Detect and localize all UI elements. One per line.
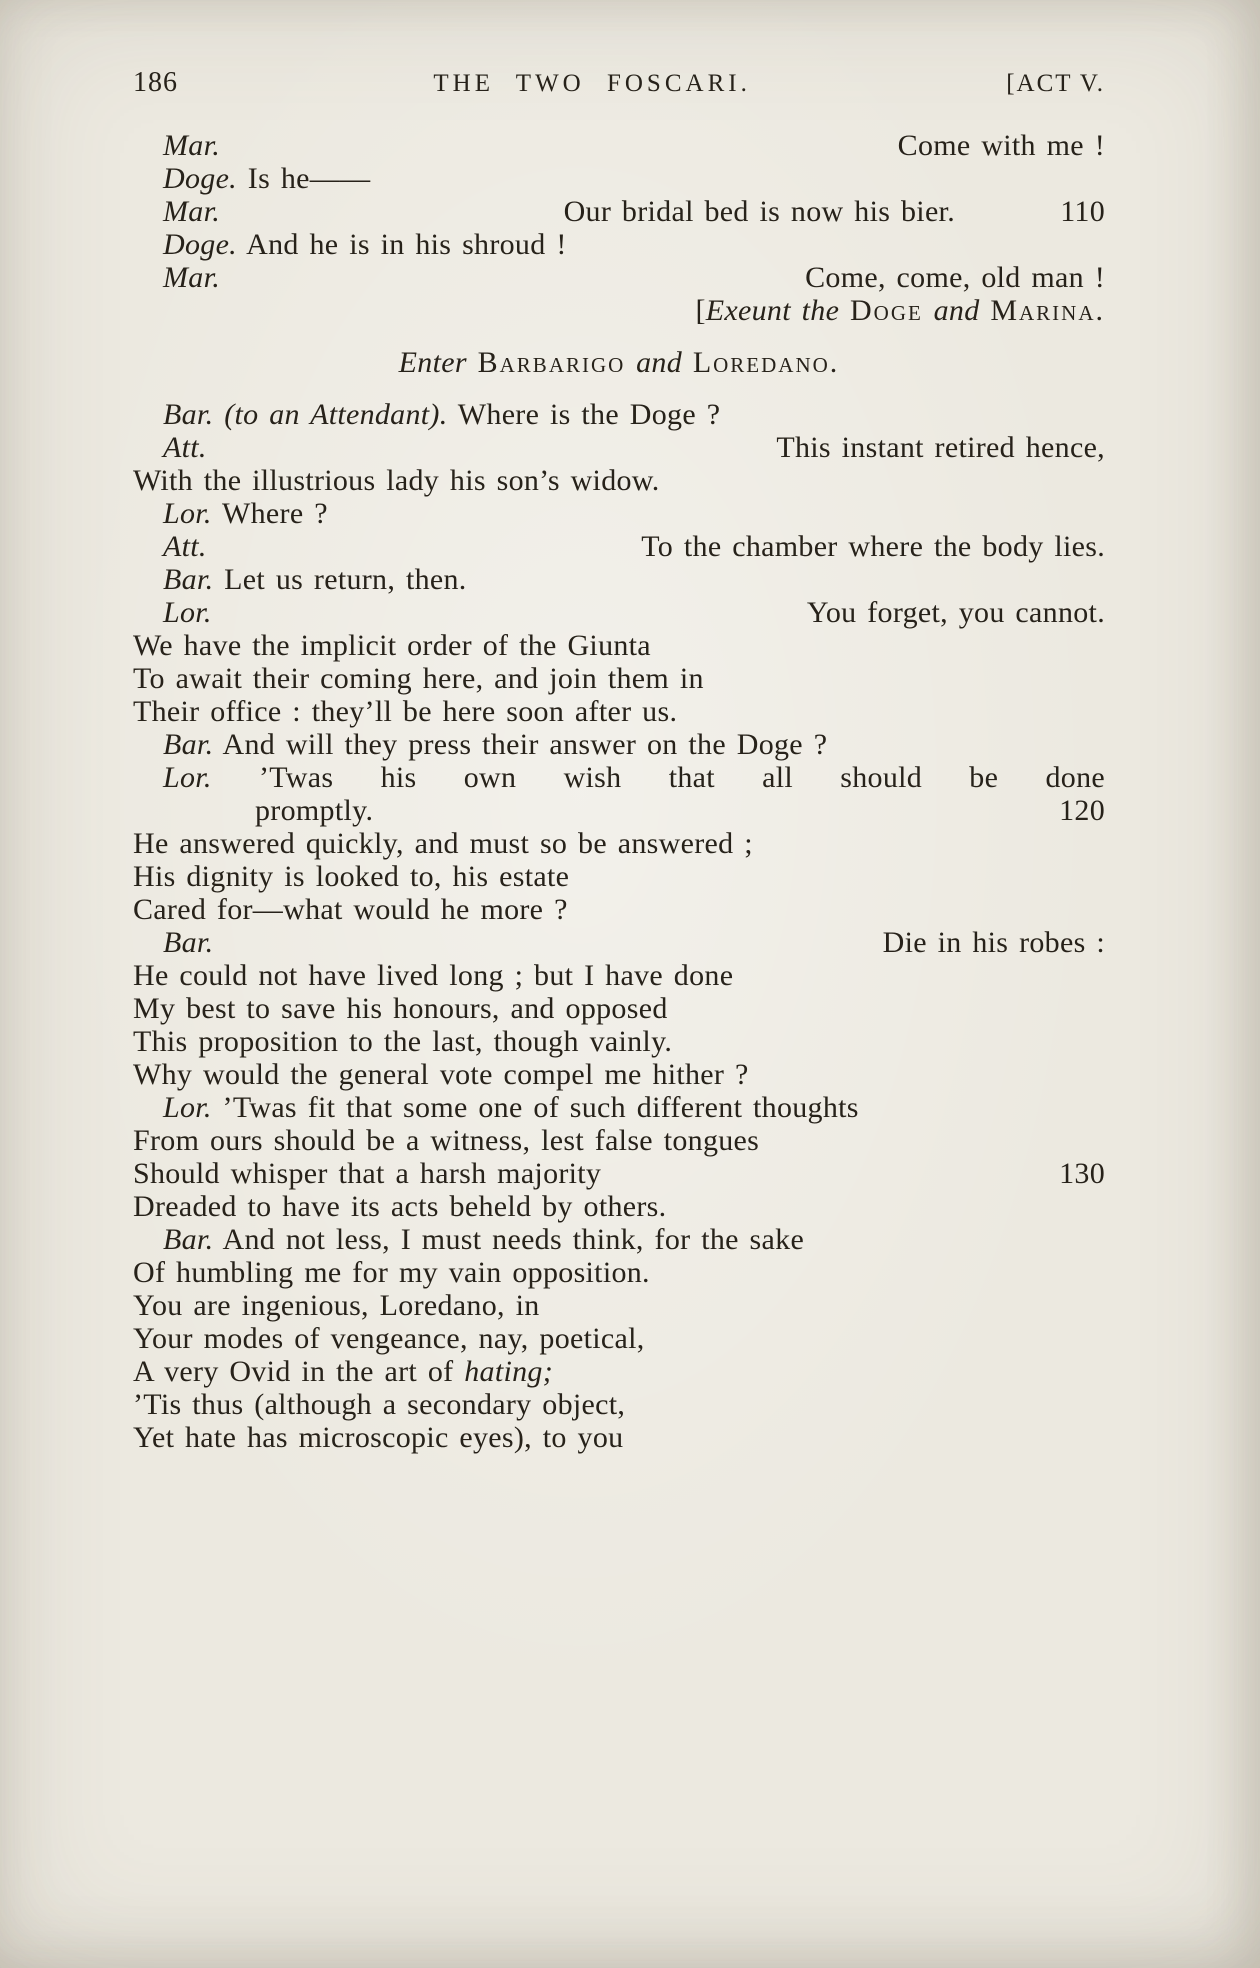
segment-group bbox=[133, 1289, 540, 1322]
text-segment: Enter bbox=[398, 346, 478, 379]
speaker-abbrev: Bar. bbox=[163, 926, 214, 959]
text-segment: Let us return, then. bbox=[213, 563, 467, 596]
speaker-abbrev: Mar. bbox=[163, 261, 221, 294]
segment-group bbox=[163, 596, 212, 629]
segment-group bbox=[133, 1190, 666, 1223]
text-segment bbox=[213, 398, 224, 431]
verse-line bbox=[133, 794, 1105, 827]
text-segment: Cared for—what would he more ? bbox=[133, 893, 568, 926]
verse-line bbox=[133, 827, 1105, 860]
verse-line bbox=[133, 129, 1105, 162]
segment-group bbox=[133, 1058, 749, 1091]
verse-line bbox=[133, 1124, 1105, 1157]
segment-group bbox=[163, 195, 220, 228]
segment-group bbox=[133, 1157, 601, 1190]
verse-line bbox=[133, 497, 1105, 530]
segment-group bbox=[695, 294, 1105, 327]
text-segment: Of humbling me for my vain opposition. bbox=[133, 1256, 650, 1289]
text-segment: Die in his robes : bbox=[882, 926, 1105, 959]
segment-group bbox=[163, 162, 370, 195]
speaker-abbrev: Lor. bbox=[163, 497, 212, 530]
verse-line bbox=[133, 695, 1105, 728]
verse-line bbox=[133, 261, 1105, 294]
segment-group bbox=[163, 761, 1105, 794]
text-segment: You are ingenious, Loredano, in bbox=[133, 1289, 540, 1322]
segment-group bbox=[133, 1355, 553, 1388]
verse-line bbox=[133, 464, 1105, 497]
speaker-abbrev: Bar. bbox=[163, 398, 214, 431]
act-label: [ACT V. bbox=[1006, 70, 1105, 97]
segment-group bbox=[133, 827, 753, 860]
segment-group bbox=[133, 662, 704, 695]
verse-line bbox=[133, 1190, 1105, 1223]
segment-group bbox=[163, 1223, 804, 1256]
text-segment: And will they press their answer on the Doge ? bbox=[213, 728, 828, 761]
verse-line bbox=[133, 228, 1105, 261]
speaker-abbrev: Mar. bbox=[163, 195, 221, 228]
speaker-abbrev: Lor. bbox=[163, 596, 212, 629]
segment-group bbox=[133, 1256, 650, 1289]
text-segment: and bbox=[625, 346, 693, 379]
segment-group bbox=[805, 261, 1105, 294]
verse-line bbox=[133, 1091, 1105, 1124]
segment-group bbox=[133, 1322, 645, 1355]
verse-line bbox=[133, 596, 1105, 629]
segment-group bbox=[163, 228, 567, 261]
segment-group bbox=[163, 728, 827, 761]
verse-line bbox=[133, 1025, 1105, 1058]
verse-line bbox=[133, 926, 1105, 959]
verse-line bbox=[133, 162, 1105, 195]
text-segment: Is he—— bbox=[236, 162, 371, 195]
verse-line bbox=[133, 431, 1105, 464]
verse-line bbox=[133, 530, 1105, 563]
text-segment: promptly. bbox=[255, 794, 374, 827]
text-segment: Marina. bbox=[990, 294, 1105, 327]
text-segment: Our bridal bed is now his bier. bbox=[563, 195, 955, 228]
segment-group bbox=[163, 431, 207, 464]
speaker-abbrev: Att. bbox=[163, 530, 207, 563]
segment-group bbox=[133, 695, 677, 728]
stage-direction bbox=[133, 346, 1105, 379]
text-segment: Why would the general vote compel me hither ? bbox=[133, 1058, 749, 1091]
text-segment: Barbarigo bbox=[477, 346, 626, 379]
text-segment: ’Tis thus (although a secondary object, bbox=[133, 1388, 626, 1421]
text-segment: And not less, I must needs think, for the sake bbox=[213, 1223, 805, 1256]
segment-group bbox=[255, 794, 373, 827]
text-segment: Yet hate has microscopic eyes), to you bbox=[133, 1421, 624, 1454]
text-segment: Where is the Doge ? bbox=[447, 398, 721, 431]
text-segment: His dignity is looked to, his estate bbox=[133, 860, 570, 893]
segment-group bbox=[163, 1091, 859, 1124]
segment-group bbox=[133, 1388, 625, 1421]
text-segment: hating; bbox=[464, 1355, 553, 1388]
stage-direction bbox=[133, 294, 1105, 327]
line-number: 110 bbox=[1060, 195, 1105, 228]
verse-line bbox=[133, 728, 1105, 761]
text-segment: [ bbox=[695, 294, 706, 327]
segment-group bbox=[399, 346, 840, 379]
verse-line bbox=[133, 992, 1105, 1025]
segment-group bbox=[163, 261, 220, 294]
segment-group bbox=[807, 596, 1105, 629]
page-header bbox=[133, 68, 1105, 99]
segment-group bbox=[133, 893, 568, 926]
text-segment: Loredano. bbox=[692, 346, 840, 379]
line-number: 130 bbox=[1059, 1157, 1105, 1190]
text-segment: Their office : they’ll be here soon after us. bbox=[133, 695, 678, 728]
verse-line bbox=[133, 1289, 1105, 1322]
text-segment: He could not have lived long ; but I have done bbox=[133, 959, 734, 992]
verse-line bbox=[133, 893, 1105, 926]
segment-group bbox=[133, 959, 733, 992]
text-segment: This instant retired hence, bbox=[776, 431, 1105, 464]
text-segment: Your modes of vengeance, nay, poetical, bbox=[133, 1322, 645, 1355]
segment-group bbox=[163, 497, 328, 530]
text-segment: Should whisper that a harsh majority bbox=[133, 1157, 602, 1190]
text-segment: My best to save his honours, and opposed bbox=[133, 992, 668, 1025]
verse-line bbox=[133, 1256, 1105, 1289]
segment-group bbox=[898, 129, 1105, 162]
text-segment: Where ? bbox=[211, 497, 328, 530]
text-segment: Come, come, old man ! bbox=[805, 261, 1105, 294]
speaker-abbrev: Mar. bbox=[163, 129, 221, 162]
verse-line bbox=[133, 959, 1105, 992]
text-segment: To the chamber where the body lies. bbox=[641, 530, 1105, 563]
speaker-abbrev: Lor. bbox=[163, 1091, 212, 1124]
segment-group bbox=[883, 926, 1105, 959]
segment-group bbox=[133, 1025, 672, 1058]
speaker-abbrev: Bar. bbox=[163, 728, 214, 761]
segment-group bbox=[163, 129, 220, 162]
verse-line bbox=[133, 1058, 1105, 1091]
segment-group bbox=[133, 992, 668, 1025]
text-segment: You forget, you cannot. bbox=[806, 596, 1105, 629]
text-segment: (to an Attendant). bbox=[224, 398, 448, 431]
verse-line bbox=[133, 860, 1105, 893]
segment-group bbox=[133, 1124, 759, 1157]
text-segment: Exeunt the bbox=[705, 294, 850, 327]
segment-group bbox=[133, 1421, 623, 1454]
text-segment: We have the implicit order of the Giunta bbox=[133, 629, 651, 662]
line-number: 120 bbox=[1059, 794, 1105, 827]
segment-group bbox=[133, 860, 569, 893]
text-segment: and bbox=[922, 294, 991, 327]
text-segment: ’Twas his own wish that all should be done bbox=[211, 761, 1105, 794]
text-segment: To await their coming here, and join them in bbox=[133, 662, 704, 695]
verse-line bbox=[133, 1322, 1105, 1355]
verse-line bbox=[133, 1223, 1105, 1256]
verse-line bbox=[133, 195, 1105, 228]
segment-group bbox=[776, 431, 1105, 464]
text-segment: With the illustrious lady his son’s widow. bbox=[133, 464, 660, 497]
segment-group bbox=[564, 195, 955, 228]
speaker-abbrev: Doge. bbox=[163, 162, 237, 195]
speaker-abbrev: Att. bbox=[163, 431, 207, 464]
verse-line bbox=[133, 662, 1105, 695]
page-number: 186 bbox=[133, 67, 178, 98]
text-segment: And he is in his shroud ! bbox=[236, 228, 567, 261]
segment-group bbox=[641, 530, 1105, 563]
text-segment: Doge bbox=[850, 294, 923, 327]
text-segment: From ours should be a witness, lest false tongues bbox=[133, 1124, 760, 1157]
verse-line bbox=[133, 1388, 1105, 1421]
segment-group bbox=[163, 926, 213, 959]
text-segment: Come with me ! bbox=[897, 129, 1105, 162]
verse-line bbox=[133, 629, 1105, 662]
text-segment: He answered quickly, and must so be answered ; bbox=[133, 827, 753, 860]
text-segment: ’Twas fit that some one of such different thoughts bbox=[211, 1091, 859, 1124]
segment-group bbox=[163, 563, 467, 596]
text-segment: This proposition to the last, though vainly. bbox=[133, 1025, 673, 1058]
verse-line bbox=[133, 1157, 1105, 1190]
running-title: THE TWO FOSCARI. bbox=[433, 70, 751, 97]
play-text bbox=[133, 129, 1105, 1454]
verse-line bbox=[133, 1355, 1105, 1388]
speaker-abbrev: Lor. bbox=[163, 761, 212, 794]
segment-group bbox=[163, 398, 720, 431]
verse-line bbox=[133, 761, 1105, 794]
speaker-abbrev: Bar. bbox=[163, 563, 214, 596]
text-segment: Dreaded to have its acts beheld by others. bbox=[133, 1190, 667, 1223]
segment-group bbox=[163, 530, 207, 563]
verse-line bbox=[133, 563, 1105, 596]
speaker-abbrev: Bar. bbox=[163, 1223, 214, 1256]
speaker-abbrev: Doge. bbox=[163, 228, 237, 261]
segment-group bbox=[133, 464, 660, 497]
verse-line bbox=[133, 1421, 1105, 1454]
segment-group bbox=[133, 629, 651, 662]
text-segment: A very Ovid in the art of bbox=[133, 1355, 465, 1388]
verse-line bbox=[133, 398, 1105, 431]
